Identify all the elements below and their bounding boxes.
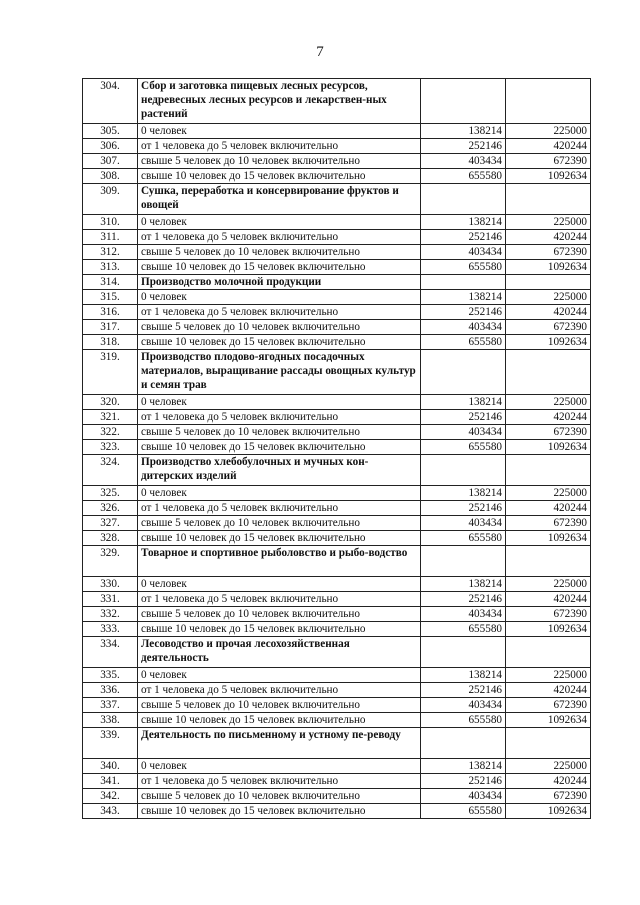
- row-label: свыше 10 человек до 15 человек включительно: [138, 804, 421, 819]
- section-header-row: [83, 546, 591, 577]
- row-label: свыше 5 человек до 10 человек включительно: [138, 425, 421, 440]
- row-number: 324.: [83, 455, 138, 486]
- value-1: 252146: [421, 230, 506, 245]
- value-2: 225000: [506, 668, 591, 683]
- value-2: 1092634: [506, 335, 591, 350]
- value-2: [506, 275, 591, 290]
- row-label: от 1 человека до 5 человек включительно: [138, 592, 421, 607]
- value-1: 655580: [421, 335, 506, 350]
- row-label: свыше 10 человек до 15 человек включительно: [138, 335, 421, 350]
- row-number: 321.: [83, 410, 138, 425]
- table-row: [83, 804, 591, 819]
- value-1: 655580: [421, 440, 506, 455]
- row-number: 314.: [83, 275, 138, 290]
- row-number: 337.: [83, 698, 138, 713]
- value-2: [506, 79, 591, 124]
- table-row: [83, 425, 591, 440]
- row-label: свыше 5 человек до 10 человек включительно: [138, 607, 421, 622]
- row-label: свыше 5 человек до 10 человек включительно: [138, 154, 421, 169]
- table-row: [83, 774, 591, 789]
- value-2: 1092634: [506, 260, 591, 275]
- row-number: 331.: [83, 592, 138, 607]
- row-number: 336.: [83, 683, 138, 698]
- value-1: 655580: [421, 531, 506, 546]
- row-number: 332.: [83, 607, 138, 622]
- value-1: [421, 455, 506, 486]
- table-row: [83, 683, 591, 698]
- table-row: [83, 335, 591, 350]
- value-2: 672390: [506, 516, 591, 531]
- value-2: 1092634: [506, 169, 591, 184]
- table-row: [83, 154, 591, 169]
- value-2: 672390: [506, 245, 591, 260]
- table-row: [83, 139, 591, 154]
- value-2: 420244: [506, 305, 591, 320]
- row-label: свыше 10 человек до 15 человек включительно: [138, 713, 421, 728]
- value-1: 252146: [421, 139, 506, 154]
- section-title: Деятельность по письменному и устному пе-реводу: [138, 728, 421, 759]
- value-2: 225000: [506, 577, 591, 592]
- table-row: [83, 215, 591, 230]
- section-header-row: [83, 350, 591, 395]
- value-2: 672390: [506, 320, 591, 335]
- value-2: 225000: [506, 759, 591, 774]
- table-row: [83, 622, 591, 637]
- row-number: 339.: [83, 728, 138, 759]
- value-1: 403434: [421, 245, 506, 260]
- value-1: [421, 728, 506, 759]
- value-1: 403434: [421, 698, 506, 713]
- value-2: 1092634: [506, 440, 591, 455]
- value-1: 655580: [421, 622, 506, 637]
- value-2: [506, 455, 591, 486]
- row-label: 0 человек: [138, 395, 421, 410]
- row-number: 317.: [83, 320, 138, 335]
- value-2: 672390: [506, 789, 591, 804]
- value-2: 420244: [506, 230, 591, 245]
- row-label: от 1 человека до 5 человек включительно: [138, 683, 421, 698]
- value-2: 420244: [506, 501, 591, 516]
- row-label: от 1 человека до 5 человек включительно: [138, 774, 421, 789]
- table-row: [83, 759, 591, 774]
- value-1: 138214: [421, 577, 506, 592]
- table-row: [83, 169, 591, 184]
- row-label: 0 человек: [138, 668, 421, 683]
- value-2: 1092634: [506, 713, 591, 728]
- row-label: свыше 10 человек до 15 человек включительно: [138, 440, 421, 455]
- value-1: 655580: [421, 260, 506, 275]
- value-1: 138214: [421, 395, 506, 410]
- value-2: 672390: [506, 425, 591, 440]
- value-1: 138214: [421, 290, 506, 305]
- value-1: 403434: [421, 516, 506, 531]
- table-row: [83, 410, 591, 425]
- value-2: 420244: [506, 683, 591, 698]
- row-number: 307.: [83, 154, 138, 169]
- value-1: [421, 275, 506, 290]
- table-row: [83, 395, 591, 410]
- section-title: Производство молочной продукции: [138, 275, 421, 290]
- row-number: 326.: [83, 501, 138, 516]
- table-row: [83, 230, 591, 245]
- table-row: [83, 516, 591, 531]
- value-1: 252146: [421, 305, 506, 320]
- value-1: 138214: [421, 759, 506, 774]
- row-label: свыше 5 человек до 10 человек включительно: [138, 516, 421, 531]
- row-number: 313.: [83, 260, 138, 275]
- row-number: 310.: [83, 215, 138, 230]
- row-number: 319.: [83, 350, 138, 395]
- value-2: [506, 728, 591, 759]
- row-number: 316.: [83, 305, 138, 320]
- value-2: 672390: [506, 607, 591, 622]
- value-1: 655580: [421, 804, 506, 819]
- row-label: 0 человек: [138, 124, 421, 139]
- value-2: [506, 546, 591, 577]
- value-2: 1092634: [506, 622, 591, 637]
- value-1: 138214: [421, 668, 506, 683]
- row-number: 335.: [83, 668, 138, 683]
- value-2: 1092634: [506, 804, 591, 819]
- value-2: 420244: [506, 139, 591, 154]
- value-1: 252146: [421, 501, 506, 516]
- row-number: 305.: [83, 124, 138, 139]
- table-row: [83, 486, 591, 501]
- section-header-row: [83, 275, 591, 290]
- row-number: 318.: [83, 335, 138, 350]
- row-label: от 1 человека до 5 человек включительно: [138, 230, 421, 245]
- row-number: 327.: [83, 516, 138, 531]
- value-1: 655580: [421, 713, 506, 728]
- value-1: [421, 350, 506, 395]
- row-label: от 1 человека до 5 человек включительно: [138, 139, 421, 154]
- row-label: свыше 10 человек до 15 человек включительно: [138, 169, 421, 184]
- row-number: 328.: [83, 531, 138, 546]
- value-1: 138214: [421, 486, 506, 501]
- table-row: [83, 668, 591, 683]
- row-label: свыше 10 человек до 15 человек включительно: [138, 531, 421, 546]
- section-title: Товарное и спортивное рыболовство и рыбо-водство: [138, 546, 421, 577]
- value-1: 403434: [421, 789, 506, 804]
- value-1: 403434: [421, 425, 506, 440]
- row-number: 308.: [83, 169, 138, 184]
- value-2: 225000: [506, 124, 591, 139]
- row-label: 0 человек: [138, 759, 421, 774]
- table-row: [83, 245, 591, 260]
- row-number: 320.: [83, 395, 138, 410]
- row-number: 333.: [83, 622, 138, 637]
- table-row: [83, 440, 591, 455]
- row-label: от 1 человека до 5 человек включительно: [138, 305, 421, 320]
- table-row: [83, 124, 591, 139]
- section-header-row: [83, 637, 591, 668]
- row-label: свыше 5 человек до 10 человек включительно: [138, 789, 421, 804]
- value-1: [421, 546, 506, 577]
- row-number: 323.: [83, 440, 138, 455]
- value-1: 252146: [421, 410, 506, 425]
- row-number: 343.: [83, 804, 138, 819]
- value-1: [421, 184, 506, 215]
- value-2: 420244: [506, 774, 591, 789]
- row-number: 306.: [83, 139, 138, 154]
- value-1: 252146: [421, 774, 506, 789]
- row-number: 312.: [83, 245, 138, 260]
- row-label: свыше 10 человек до 15 человек включительно: [138, 622, 421, 637]
- value-2: 672390: [506, 154, 591, 169]
- value-1: 252146: [421, 592, 506, 607]
- row-number: 334.: [83, 637, 138, 668]
- row-number: 315.: [83, 290, 138, 305]
- row-number: 330.: [83, 577, 138, 592]
- section-header-row: [83, 79, 591, 124]
- value-1: 252146: [421, 683, 506, 698]
- row-label: свыше 5 человек до 10 человек включительно: [138, 698, 421, 713]
- value-1: 403434: [421, 607, 506, 622]
- row-label: 0 человек: [138, 577, 421, 592]
- value-1: 138214: [421, 215, 506, 230]
- value-2: 672390: [506, 698, 591, 713]
- table-row: [83, 713, 591, 728]
- value-1: 403434: [421, 320, 506, 335]
- table-row: [83, 531, 591, 546]
- row-number: 304.: [83, 79, 138, 124]
- value-1: [421, 637, 506, 668]
- row-number: 309.: [83, 184, 138, 215]
- row-number: 342.: [83, 789, 138, 804]
- table-row: [83, 290, 591, 305]
- table-row: [83, 501, 591, 516]
- row-label: 0 человек: [138, 290, 421, 305]
- row-number: 311.: [83, 230, 138, 245]
- value-1: 655580: [421, 169, 506, 184]
- value-1: 138214: [421, 124, 506, 139]
- section-title: Сушка, переработка и консервирование фруктов и овощей: [138, 184, 421, 215]
- section-header-row: [83, 455, 591, 486]
- value-2: 225000: [506, 486, 591, 501]
- table-row: [83, 698, 591, 713]
- value-2: [506, 184, 591, 215]
- table-row: [83, 320, 591, 335]
- value-2: 420244: [506, 410, 591, 425]
- value-2: 225000: [506, 395, 591, 410]
- section-header-row: [83, 184, 591, 215]
- row-number: 329.: [83, 546, 138, 577]
- row-number: 325.: [83, 486, 138, 501]
- row-label: 0 человек: [138, 215, 421, 230]
- section-title: Сбор и заготовка пищевых лесных ресурсов, недревесных лесных ресурсов и лекарствен-ных растений: [138, 79, 421, 124]
- table-row: [83, 592, 591, 607]
- row-label: 0 человек: [138, 486, 421, 501]
- section-title: Производство хлебобулочных и мучных кон-дитерских изделий: [138, 455, 421, 486]
- value-1: [421, 79, 506, 124]
- row-label: свыше 5 человек до 10 человек включительно: [138, 245, 421, 260]
- row-number: 322.: [83, 425, 138, 440]
- table-row: [83, 607, 591, 622]
- row-label: свыше 5 человек до 10 человек включительно: [138, 320, 421, 335]
- tariff-table: [82, 78, 591, 819]
- row-label: от 1 человека до 5 человек включительно: [138, 501, 421, 516]
- value-2: 1092634: [506, 531, 591, 546]
- row-number: 341.: [83, 774, 138, 789]
- table-row: [83, 305, 591, 320]
- table-row: [83, 789, 591, 804]
- value-2: 225000: [506, 215, 591, 230]
- row-label: свыше 10 человек до 15 человек включительно: [138, 260, 421, 275]
- value-2: 225000: [506, 290, 591, 305]
- table-row: [83, 577, 591, 592]
- row-number: 340.: [83, 759, 138, 774]
- row-number: 338.: [83, 713, 138, 728]
- section-title: Производство плодово-ягодных посадочных материалов, выращивание рассады овощных культур и семян трав: [138, 350, 421, 395]
- page-number: 7: [316, 44, 324, 60]
- table-row: [83, 260, 591, 275]
- table-body: [83, 79, 591, 819]
- value-2: [506, 637, 591, 668]
- row-label: от 1 человека до 5 человек включительно: [138, 410, 421, 425]
- value-1: 403434: [421, 154, 506, 169]
- value-2: 420244: [506, 592, 591, 607]
- value-2: [506, 350, 591, 395]
- section-header-row: [83, 728, 591, 759]
- section-title: Лесоводство и прочая лесохозяйственная деятельность: [138, 637, 421, 668]
